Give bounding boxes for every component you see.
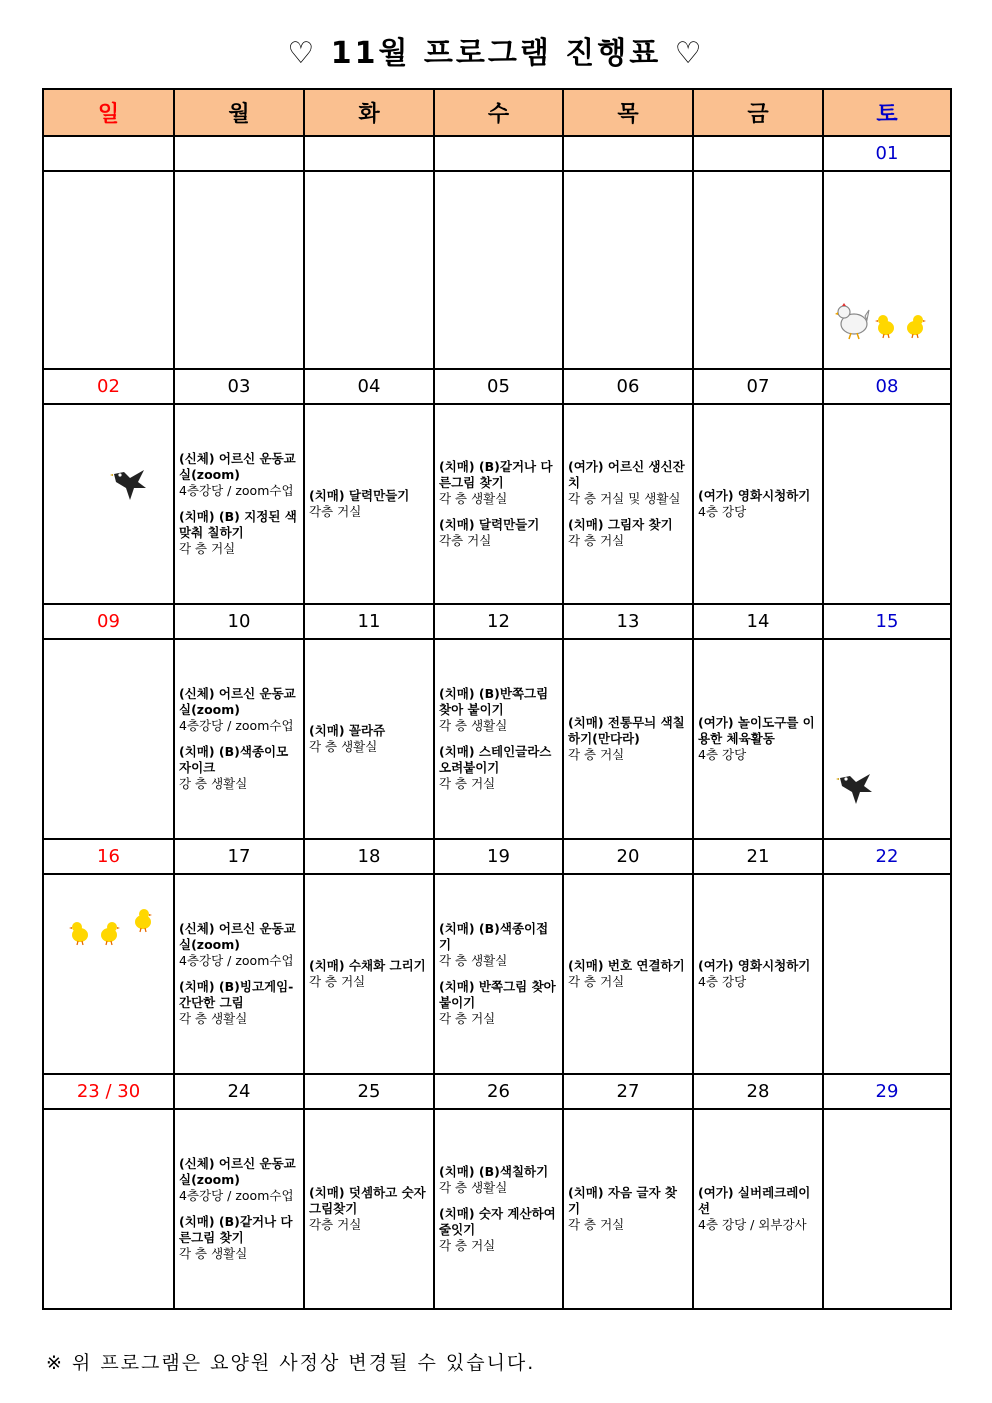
program-row (43, 874, 951, 1074)
date-number: 06 (563, 369, 693, 404)
program-entry (568, 715, 688, 763)
program-entry (439, 517, 558, 549)
program-place: 4층강당 / zoom수업 (179, 1188, 294, 1203)
program-place: 각 층 거실 (568, 974, 625, 989)
date-number: 11 (304, 604, 434, 639)
date-row (43, 369, 951, 404)
date-number: 23 / 30 (43, 1074, 174, 1109)
day-cell (823, 639, 951, 839)
program-place: 각 층 거실 (309, 974, 366, 989)
date-number: 19 (434, 839, 563, 874)
program-entry (179, 509, 299, 557)
program-row (43, 639, 951, 839)
crow-icon (836, 770, 876, 806)
program-entry (179, 1156, 299, 1204)
day-cell (434, 1109, 563, 1309)
program-title: (치매) (B)색종이접기 (439, 921, 549, 952)
chick-icon (874, 313, 898, 339)
day-cell (174, 404, 304, 604)
date-number (434, 136, 563, 171)
day-cell (43, 874, 174, 1074)
chick-icon (68, 920, 92, 946)
date-number: 10 (174, 604, 304, 639)
day-cell (304, 874, 434, 1074)
program-title: (치매) 자음 글자 찾기 (568, 1185, 678, 1216)
date-number: 13 (563, 604, 693, 639)
date-number (304, 136, 434, 171)
program-title: (치매) 달력만들기 (309, 488, 410, 503)
program-place: 각 층 거실 (568, 533, 625, 548)
program-title: (치매) 덧셈하고 숫자그림찾기 (309, 1185, 426, 1216)
program-place: 4층강당 / zoom수업 (179, 483, 294, 498)
weekday-header: 금 (693, 89, 823, 136)
footnote: ※ 위 프로그램은 요양원 사정상 변경될 수 있습니다. (46, 1352, 536, 1374)
day-cell (174, 639, 304, 839)
date-row (43, 1074, 951, 1109)
program-title: (치매) (B)색칠하기 (439, 1164, 549, 1179)
program-title: (신체) 어르신 운동교실(zoom) (179, 451, 296, 482)
program-title: (치매) (B)빙고게임-간단한 그림 (179, 979, 294, 1010)
program-place: 각 층 생활실 (179, 1011, 248, 1026)
program-entry (179, 686, 299, 734)
date-number: 01 (823, 136, 951, 171)
program-place: 각 층 거실 (179, 541, 236, 556)
weekday-header: 일 (43, 89, 174, 136)
program-place: 각층 거실 (309, 1217, 362, 1232)
date-row (43, 604, 951, 639)
program-row (43, 171, 951, 369)
program-place: 4층 강당 (698, 747, 747, 762)
program-place: 4층 강당 / 외부강사 (698, 1217, 807, 1232)
day-cell (304, 639, 434, 839)
day-cell (304, 1109, 434, 1309)
date-number (174, 136, 304, 171)
chick-icon (903, 313, 927, 339)
program-entry (309, 488, 429, 520)
date-number (563, 136, 693, 171)
program-entry (179, 744, 299, 792)
date-number: 26 (434, 1074, 563, 1109)
date-number: 28 (693, 1074, 823, 1109)
program-title: (여가) 어르신 생신잔치 (568, 459, 685, 490)
day-cell (823, 404, 951, 604)
date-number (693, 136, 823, 171)
day-cell (174, 171, 304, 369)
program-title: (여가) 실버레크레이션 (698, 1185, 811, 1216)
day-cell (434, 171, 563, 369)
program-title: (치매) (B)색종이모자이크 (179, 744, 289, 775)
program-place: 각 층 생활실 (439, 491, 508, 506)
day-cell (563, 639, 693, 839)
date-number: 07 (693, 369, 823, 404)
program-title: (치매) (B)같거나 다른그림 찾기 (439, 459, 553, 490)
date-number: 25 (304, 1074, 434, 1109)
date-number (43, 136, 174, 171)
day-cell (434, 404, 563, 604)
program-row (43, 404, 951, 604)
program-entry (179, 979, 299, 1027)
day-cell (693, 404, 823, 604)
day-cell (563, 171, 693, 369)
hen-icon (834, 302, 870, 340)
weekday-header: 월 (174, 89, 304, 136)
date-number: 09 (43, 604, 174, 639)
date-number: 14 (693, 604, 823, 639)
program-entry (698, 1185, 818, 1233)
program-title: (여가) 영화시청하기 (698, 488, 811, 503)
day-cell (174, 874, 304, 1074)
program-row (43, 1109, 951, 1309)
chick-icon (131, 907, 155, 933)
program-place: 각 층 생활실 (309, 739, 378, 754)
date-number: 27 (563, 1074, 693, 1109)
program-title: (치매) (B)반쪽그림 찾아 붙이기 (439, 686, 549, 717)
program-entry (309, 958, 429, 990)
weekday-header: 수 (434, 89, 563, 136)
day-cell (693, 639, 823, 839)
program-calendar (42, 88, 952, 1310)
date-number: 29 (823, 1074, 951, 1109)
day-cell (693, 171, 823, 369)
program-title: (치매) 그림자 찾기 (568, 517, 673, 532)
program-title: (치매) (B)같거나 다른그림 찾기 (179, 1214, 293, 1245)
date-number: 21 (693, 839, 823, 874)
program-title: (신체) 어르신 운동교실(zoom) (179, 921, 296, 952)
date-number: 02 (43, 369, 174, 404)
program-title: (치매) 숫자 계산하여 줄잇기 (439, 1206, 556, 1237)
day-cell (823, 874, 951, 1074)
program-entry (179, 921, 299, 969)
date-number: 24 (174, 1074, 304, 1109)
date-number: 03 (174, 369, 304, 404)
date-number: 20 (563, 839, 693, 874)
program-place: 각 층 생활실 (439, 718, 508, 733)
program-entry (568, 1185, 688, 1233)
program-title: (치매) 번호 연결하기 (568, 958, 685, 973)
program-entry (698, 715, 818, 763)
date-row (43, 136, 951, 171)
program-place: 각 층 거실 (568, 747, 625, 762)
day-cell (304, 404, 434, 604)
program-title: (신체) 어르신 운동교실(zoom) (179, 1156, 296, 1187)
page-title: ♡ 11월 프로그램 진행표 ♡ (287, 36, 705, 71)
program-entry (179, 1214, 299, 1262)
day-cell (693, 874, 823, 1074)
program-place: 각 층 거실 (439, 1011, 496, 1026)
program-place: 각 층 생활실 (439, 1180, 508, 1195)
date-number: 12 (434, 604, 563, 639)
program-entry (439, 1206, 558, 1254)
date-number: 15 (823, 604, 951, 639)
program-place: 각 층 거실 (568, 1217, 625, 1232)
date-number: 17 (174, 839, 304, 874)
date-number: 16 (43, 839, 174, 874)
program-title: (여가) 영화시청하기 (698, 958, 811, 973)
day-cell (563, 404, 693, 604)
program-title: (신체) 어르신 운동교실(zoom) (179, 686, 296, 717)
day-cell (434, 874, 563, 1074)
day-cell (43, 1109, 174, 1309)
date-number: 04 (304, 369, 434, 404)
day-cell (563, 1109, 693, 1309)
weekday-header: 화 (304, 89, 434, 136)
crow-icon (110, 466, 150, 502)
day-cell (823, 1109, 951, 1309)
program-place: 각층 거실 (309, 504, 362, 519)
program-title: (치매) 전통무늬 색칠하기(만다라) (568, 715, 685, 746)
day-cell (43, 639, 174, 839)
program-entry (309, 1185, 429, 1233)
program-entry (439, 459, 558, 507)
program-title: (치매) (B) 지정된 색 맞춰 칠하기 (179, 509, 297, 540)
program-entry (439, 1164, 558, 1196)
program-title: (치매) 반쪽그림 찾아 붙이기 (439, 979, 556, 1010)
day-cell (43, 404, 174, 604)
program-place: 4층 강당 (698, 504, 747, 519)
weekday-header-row (43, 89, 951, 136)
day-cell (693, 1109, 823, 1309)
weekday-header: 토 (823, 89, 951, 136)
program-entry (179, 451, 299, 499)
program-entry (439, 921, 558, 969)
program-place: 각 층 거실 (439, 1238, 496, 1253)
program-place: 강 층 생활실 (179, 776, 248, 791)
date-number: 18 (304, 839, 434, 874)
program-entry (698, 958, 818, 990)
date-number: 05 (434, 369, 563, 404)
program-place: 4층강당 / zoom수업 (179, 953, 294, 968)
program-entry (568, 958, 688, 990)
program-place: 각 층 생활실 (439, 953, 508, 968)
program-place: 각층 거실 (439, 533, 492, 548)
program-title: (치매) 달력만들기 (439, 517, 540, 532)
program-place: 4층강당 / zoom수업 (179, 718, 294, 733)
program-title: (치매) 꼴라쥬 (309, 723, 386, 738)
program-place: 각 층 거실 및 생활실 (568, 491, 681, 506)
program-title: (여가) 놀이도구를 이용한 체육활동 (698, 715, 815, 746)
program-place: 각 층 생활실 (179, 1246, 248, 1261)
date-number: 22 (823, 839, 951, 874)
program-place: 각 층 거실 (439, 776, 496, 791)
date-row (43, 839, 951, 874)
date-number: 08 (823, 369, 951, 404)
weekday-header: 목 (563, 89, 693, 136)
program-entry (439, 979, 558, 1027)
program-title: (치매) 스테인글라스 오려붙이기 (439, 744, 552, 775)
program-entry (698, 488, 818, 520)
day-cell (563, 874, 693, 1074)
chick-icon (97, 920, 121, 946)
program-entry (568, 459, 688, 507)
program-title: (치매) 수채화 그리기 (309, 958, 426, 973)
program-entry (439, 686, 558, 734)
day-cell (174, 1109, 304, 1309)
day-cell (43, 171, 174, 369)
day-cell (304, 171, 434, 369)
program-entry (309, 723, 429, 755)
program-place: 4층 강당 (698, 974, 747, 989)
program-entry (568, 517, 688, 549)
program-entry (439, 744, 558, 792)
day-cell (434, 639, 563, 839)
